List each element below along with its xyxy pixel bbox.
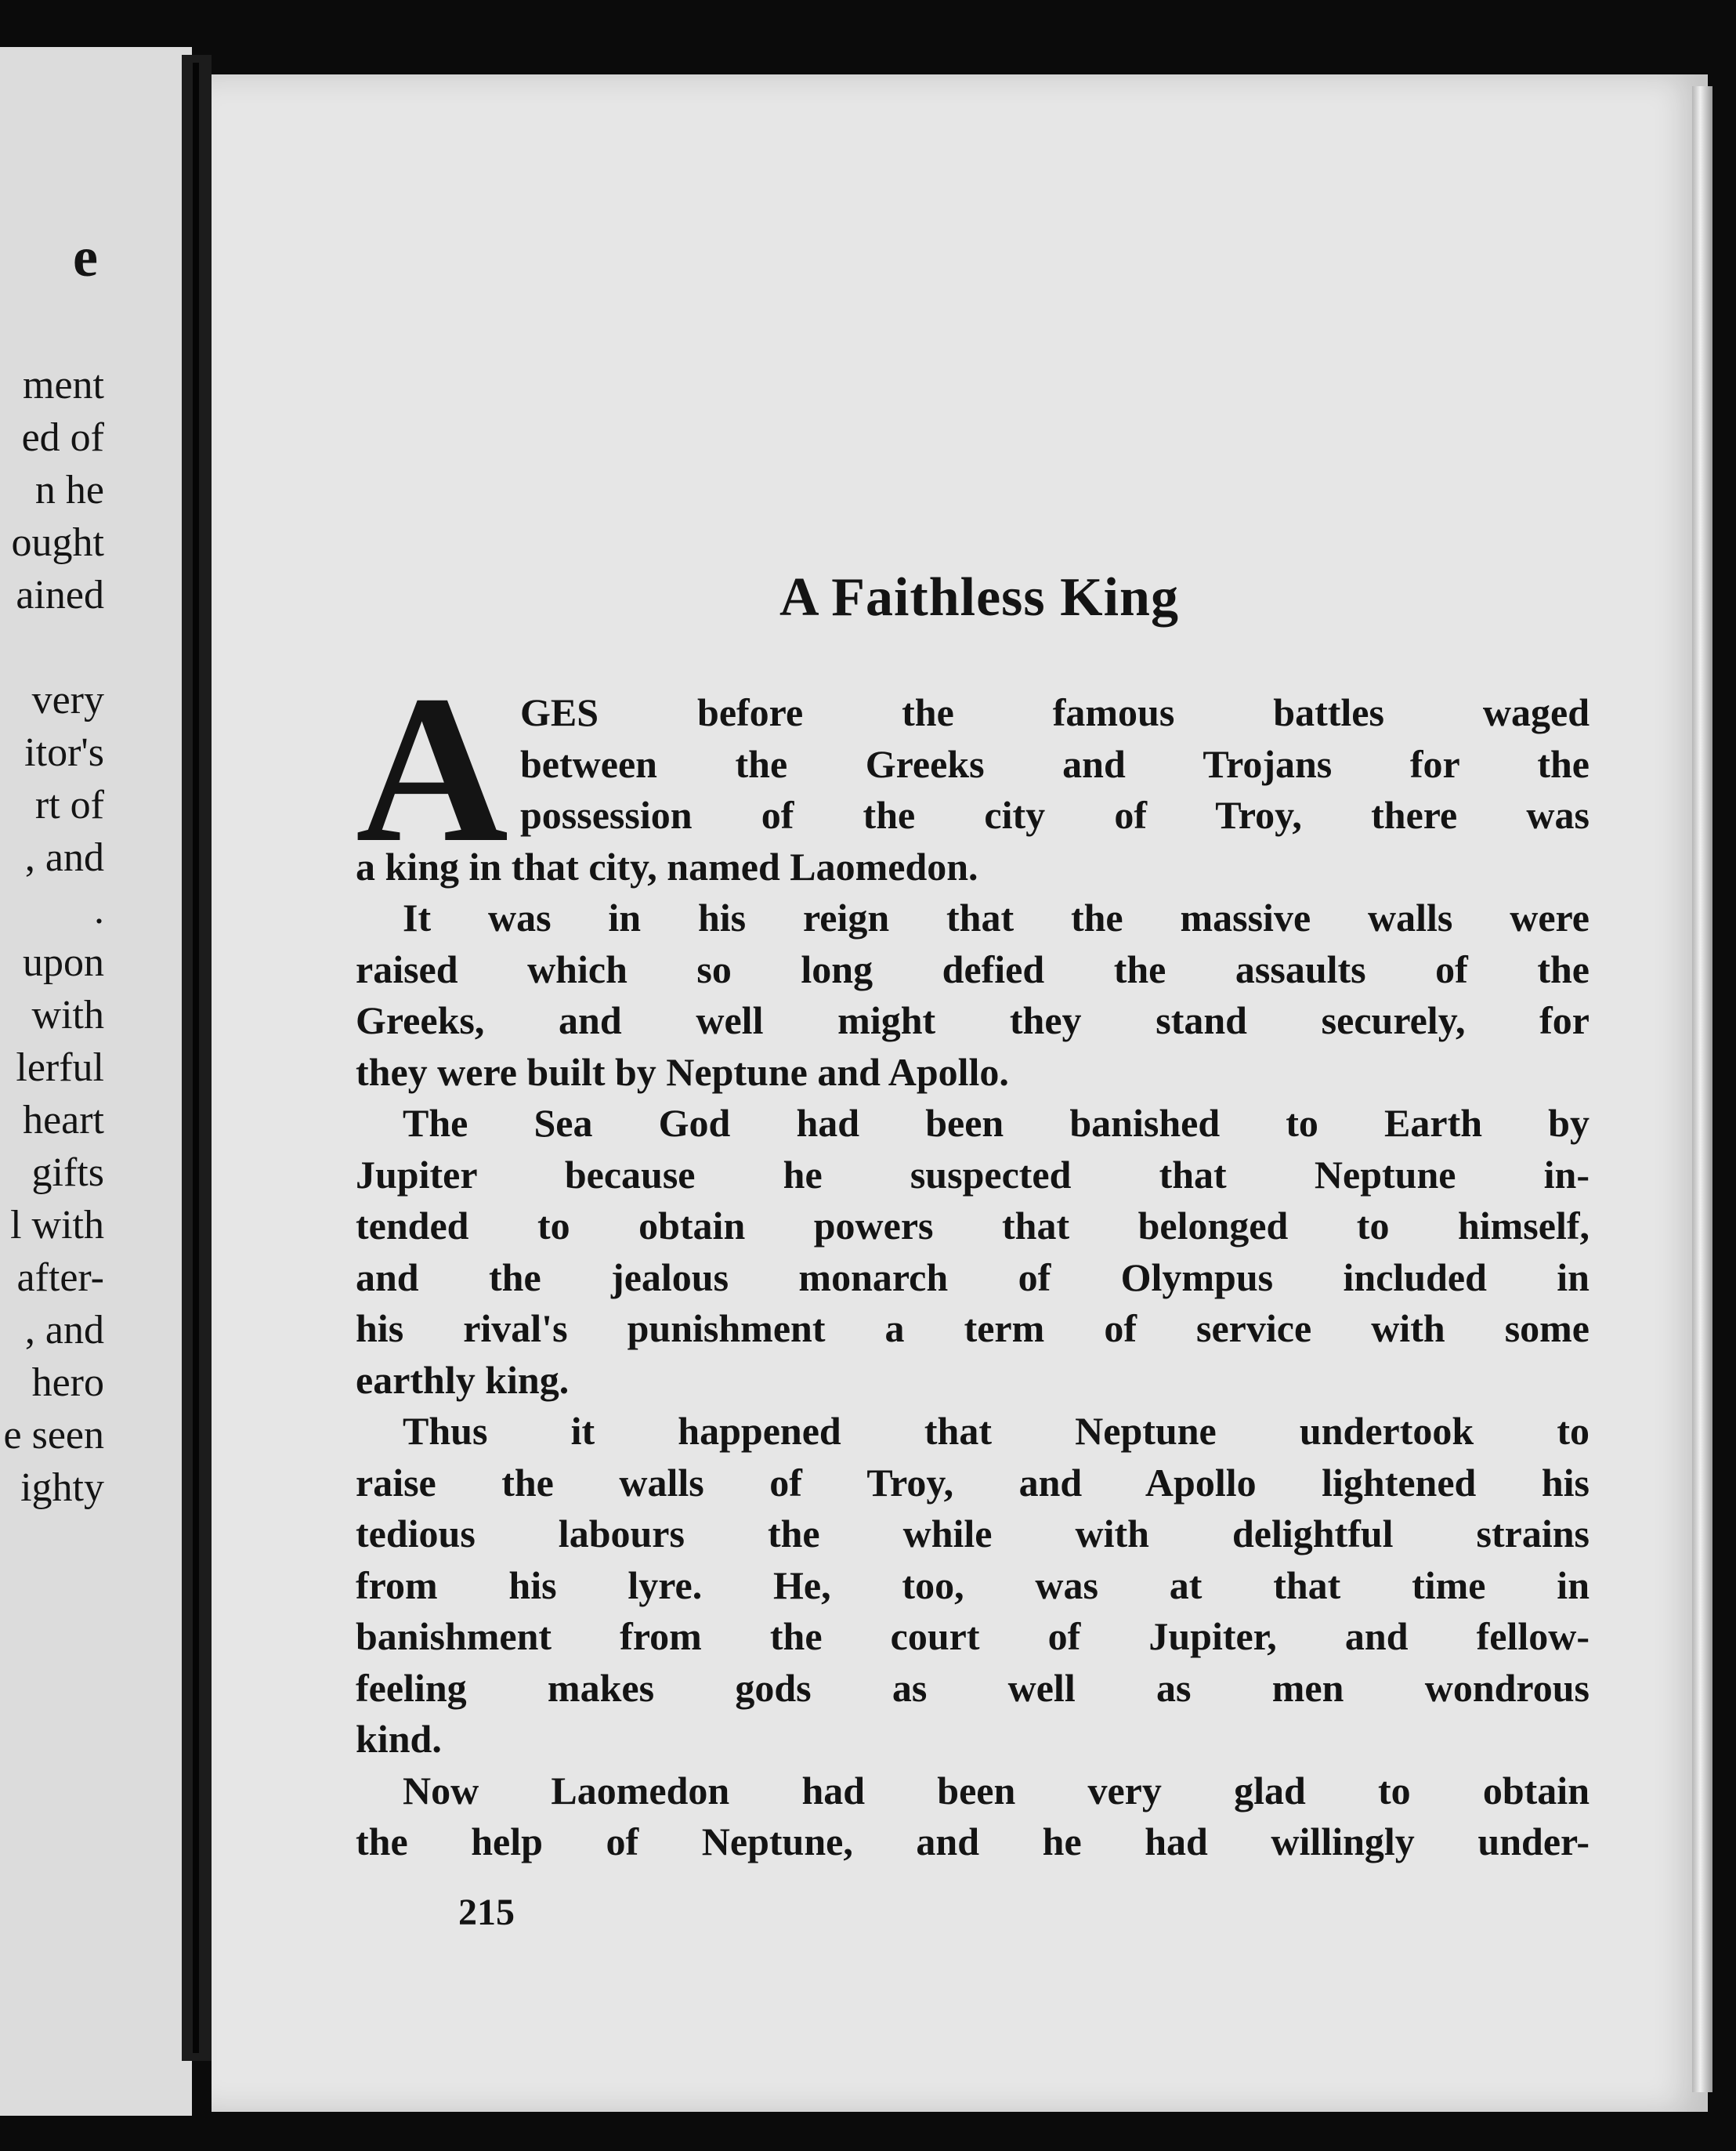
text-line: ained [16,573,104,617]
text-line: ed of [21,415,104,460]
text-line: they were built by Neptune and Apollo. [356,1049,1009,1094]
text-line: kind. [356,1717,442,1761]
text-line: ment [23,363,104,407]
text-line: raise the walls of Troy, and Apollo lightened his [356,1460,1590,1505]
text-line: between the Greeks and Trojans for the [520,741,1590,786]
text-line: Jupiter because he suspected that Neptune in- [356,1152,1590,1197]
text-line: the help of Neptune, and he had willingly under- [356,1820,1590,1863]
text-line: very [31,678,104,722]
text-line: Thus it happened that Neptune undertook to [403,1409,1590,1453]
text-line: hero [31,1360,104,1405]
text-line: after- [16,1255,104,1300]
drop-cap: A [356,652,508,886]
body-text [356,687,1590,1868]
text-line: earthly king. [356,1357,570,1402]
text-line: with [31,993,104,1037]
text-line: and the jealous monarch of Olympus included in [356,1255,1590,1299]
text-line: l with [10,1203,104,1248]
page-edge [1692,86,1712,2092]
page-number: 215 [458,1892,515,1933]
current-page [212,74,1708,2112]
text-line: feeling makes gods as well as men wondrous [356,1665,1590,1710]
text-line: from his lyre. He, too, was at that time in [356,1563,1590,1607]
text-line: n he [34,468,104,512]
text-line: It was in his reign that the massive walls were [403,896,1590,940]
text-line: banishment from the court of Jupiter, and fellow- [356,1614,1590,1658]
text-line: raised which so long defied the assaults of the [356,947,1590,991]
text-line: a king in that city, named Laomedon. [356,844,978,889]
text-line: rt of [34,783,104,827]
text-line [0,621,104,674]
previous-page [0,47,192,2116]
text-line: lerful [16,1045,104,1090]
text-line: heart [23,1098,104,1142]
text-line: tended to obtain powers that belonged to himself, [356,1204,1590,1248]
text-line: itor's [24,730,104,775]
text-line: gifts [31,1150,104,1195]
text-line: e seen [3,1413,104,1458]
text-line: . [94,888,104,932]
text-line: , and [24,1308,104,1353]
text-line: GES before the famous battles waged [520,690,1590,734]
text-line: tedious labours the while with delightful strains [356,1512,1590,1555]
text-line: his rival's punishment a term of service with some [356,1306,1590,1350]
text-line: ought [11,520,104,565]
text-line: , and [24,835,104,880]
text-line: upon [23,940,104,985]
previous-page-text [0,359,104,1514]
text-line: Now Laomedon had been very glad to obtain [403,1768,1590,1812]
page-title: A Faithless King [779,567,1179,628]
text-line: possession of the city of Troy, there was [520,793,1590,837]
text-line: Greeks, and well might they stand securely, for [356,998,1590,1042]
text-line: The Sea God had been banished to Earth by [403,1101,1590,1145]
spine-edge [193,63,199,2053]
text-line: ighty [20,1465,104,1510]
previous-page-heading-fragment: e [73,226,98,288]
